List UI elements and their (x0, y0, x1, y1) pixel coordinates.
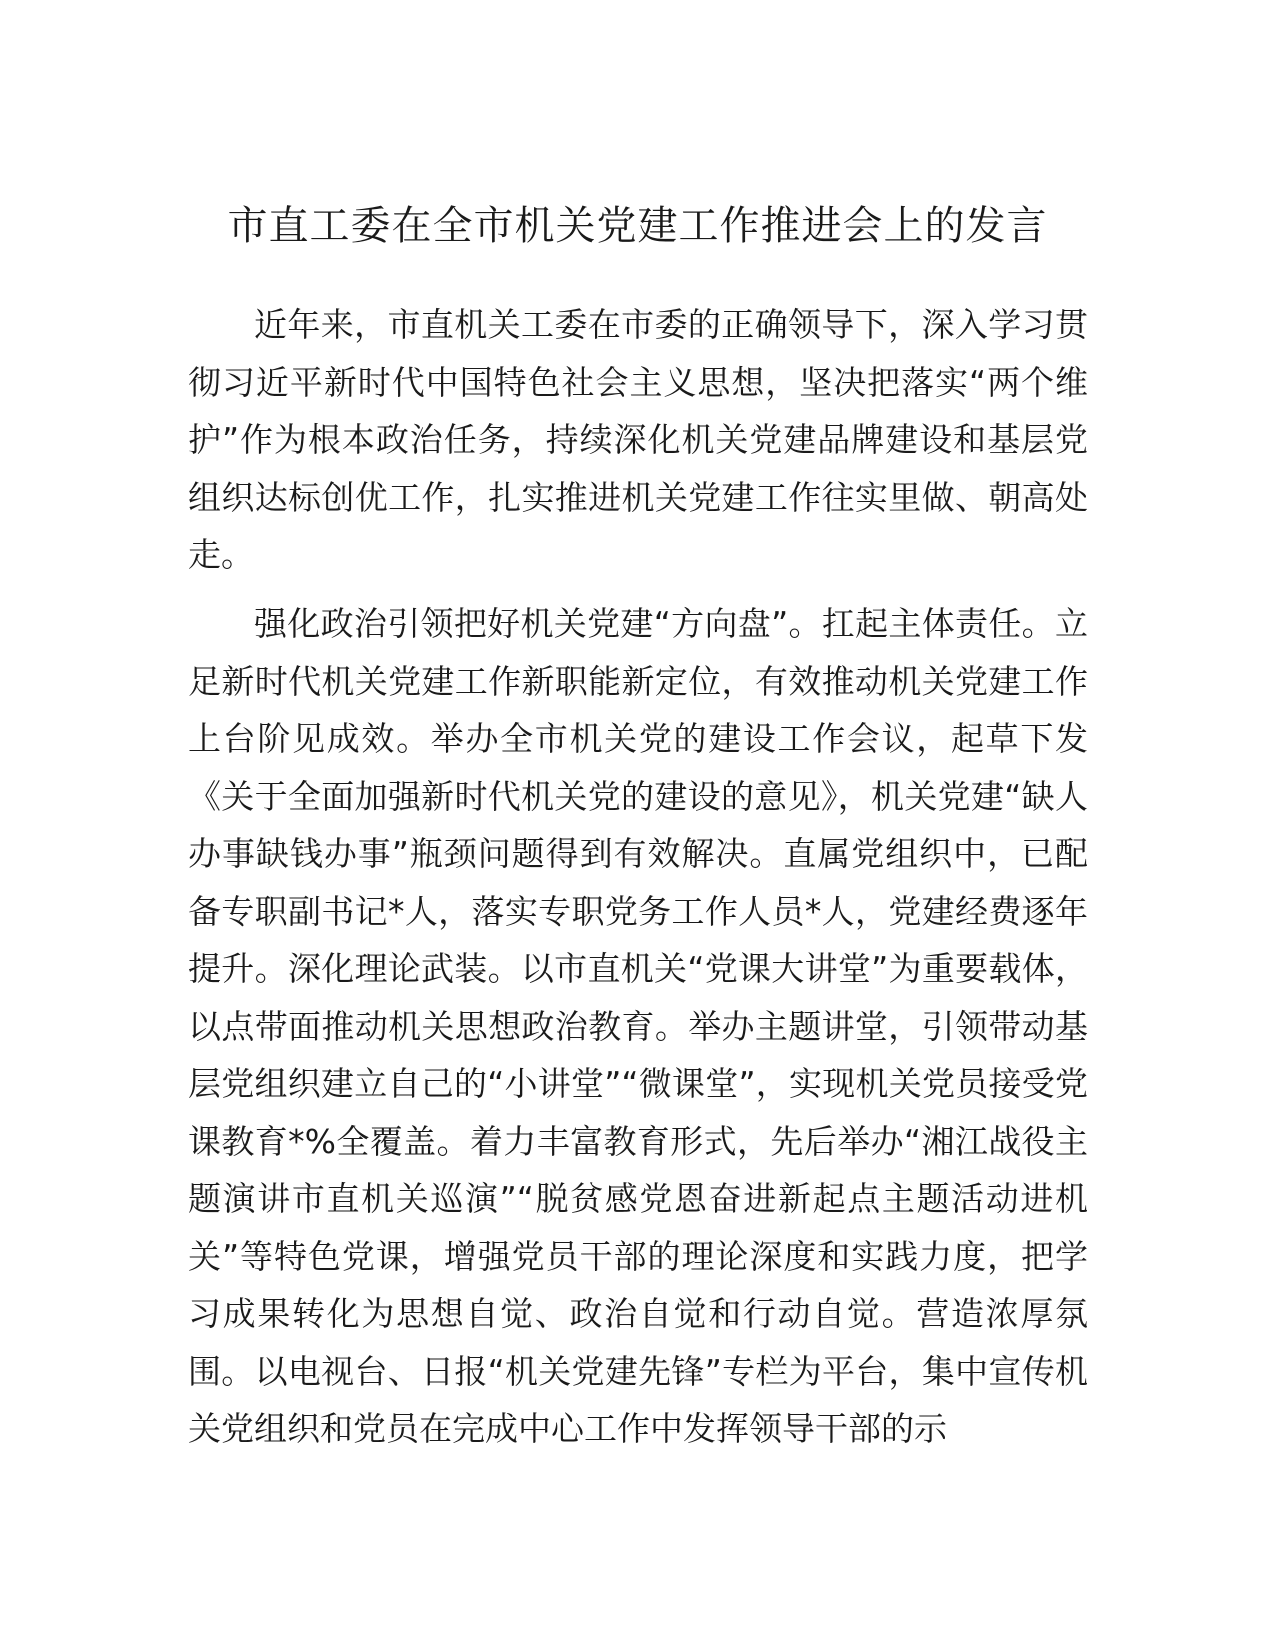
body-paragraph: 强化政治引领把好机关党建“方向盘”。扛起主体责任。立足新时代机关党建工作新职能新定位，有效推动机关党建工作上台阶见成效。举办全市机关党的建设工作会议，起草下发《关于全面加强新时代机关党的建设的意见》，机关党建“缺人办事缺钱办事”瓶颈问题得到有效解决。直属党组织中，已配备专职副书记*人，落实专职党务工作人员*人，党建经费逐年提升。深化理论武装。以市直机关“党课大讲堂”为重要载体，以点带面推动机关思想政治教育。举办主题讲堂，引领带动基层党组织建立自己的“小讲堂”“微课堂”，实现机关党员接受党课教育*%全覆盖。着力丰富教育形式，先后举办“湘江战役主题演讲市直机关巡演”“脱贫感党恩奋进新起点主题活动进机关”等特色党课，增强党员干部的理论深度和实践力度，把学习成果转化为思想自觉、政治自觉和行动自觉。营造浓厚氛围。以电视台、日报“机关党建先锋”专栏为平台，集中宣传机关党组织和党员在完成中心工作中发挥领导干部的示 (188, 604, 1088, 1448)
document-title: 市直工委在全市机关党建工作推进会上的发言 (227, 203, 1048, 249)
body-paragraph: 近年来，市直机关工委在市委的正确领导下，深入学习贯彻习近平新时代中国特色社会主义思想，坚决把落实“两个维护”作为根本政治任务，持续深化机关党建品牌建设和基层党组织达标创优工作，扎实推进机关党建工作往实里做、朝高处走。 (188, 305, 1088, 574)
